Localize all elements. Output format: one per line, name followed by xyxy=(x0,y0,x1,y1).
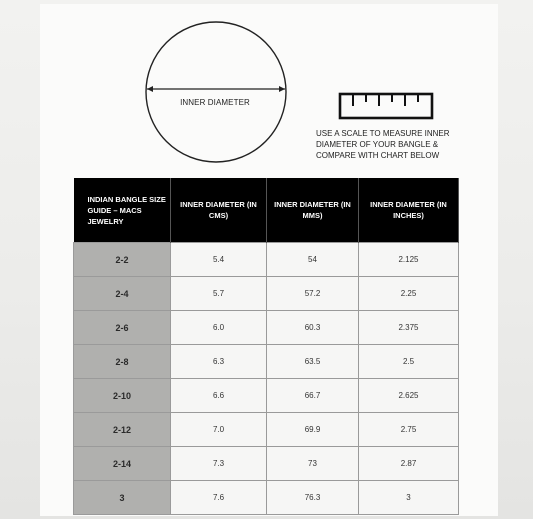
inches-cell: 2.125 xyxy=(359,243,459,277)
cms-cell: 6.3 xyxy=(171,345,267,379)
size-cell: 2-12 xyxy=(74,413,171,447)
table-row xyxy=(74,277,459,311)
size-cell: 2-2 xyxy=(74,243,171,277)
size-cell: 2-6 xyxy=(74,311,171,345)
cms-cell: 7.3 xyxy=(171,447,267,481)
table-row xyxy=(74,311,459,345)
cms-cell: 6.0 xyxy=(171,311,267,345)
size-cell: 2-4 xyxy=(74,277,171,311)
mms-cell: 76.3 xyxy=(267,481,359,515)
size-cell: 2-10 xyxy=(74,379,171,413)
inner-diameter-label: INNER DIAMETER xyxy=(180,98,250,107)
cms-cell: 5.7 xyxy=(171,277,267,311)
table-row xyxy=(74,413,459,447)
table-row xyxy=(74,379,459,413)
mms-cell: 60.3 xyxy=(267,311,359,345)
inches-cell: 3 xyxy=(359,481,459,515)
inches-cell: 2.25 xyxy=(359,277,459,311)
header-diameter-mms: INNER DIAMETER (IN MMS) xyxy=(267,178,359,243)
mms-cell: 63.5 xyxy=(267,345,359,379)
table-header-row xyxy=(74,178,459,243)
table-row xyxy=(74,243,459,277)
cms-cell: 5.4 xyxy=(171,243,267,277)
size-cell: 2-14 xyxy=(74,447,171,481)
mms-cell: 69.9 xyxy=(267,413,359,447)
measurement-diagram xyxy=(0,0,533,175)
size-cell: 2-8 xyxy=(74,345,171,379)
mms-cell: 66.7 xyxy=(267,379,359,413)
inches-cell: 2.5 xyxy=(359,345,459,379)
mms-cell: 73 xyxy=(267,447,359,481)
cms-cell: 7.6 xyxy=(171,481,267,515)
header-diameter-cms: INNER DIAMETER (IN CMS) xyxy=(171,178,267,243)
inches-cell: 2.625 xyxy=(359,379,459,413)
header-size-guide: INDIAN BANGLE SIZE GUIDE – MACS JEWELRY xyxy=(74,178,171,243)
scale-instruction: USE A SCALE TO MEASURE INNER DIAMETER OF YOUR BANGLE & COMPARE WITH CHART BELOW xyxy=(316,129,450,160)
ruler-icon xyxy=(340,94,432,118)
table-row xyxy=(74,481,459,515)
cms-cell: 7.0 xyxy=(171,413,267,447)
table-row xyxy=(74,345,459,379)
table-row xyxy=(74,447,459,481)
inches-cell: 2.75 xyxy=(359,413,459,447)
mms-cell: 57.2 xyxy=(267,277,359,311)
bangle-size-table xyxy=(73,178,459,515)
size-cell: 3 xyxy=(74,481,171,515)
header-diameter-inches: INNER DIAMETER (IN INCHES) xyxy=(359,178,459,243)
circle-diagram-icon xyxy=(146,22,286,162)
inches-cell: 2.375 xyxy=(359,311,459,345)
inches-cell: 2.87 xyxy=(359,447,459,481)
cms-cell: 6.6 xyxy=(171,379,267,413)
mms-cell: 54 xyxy=(267,243,359,277)
